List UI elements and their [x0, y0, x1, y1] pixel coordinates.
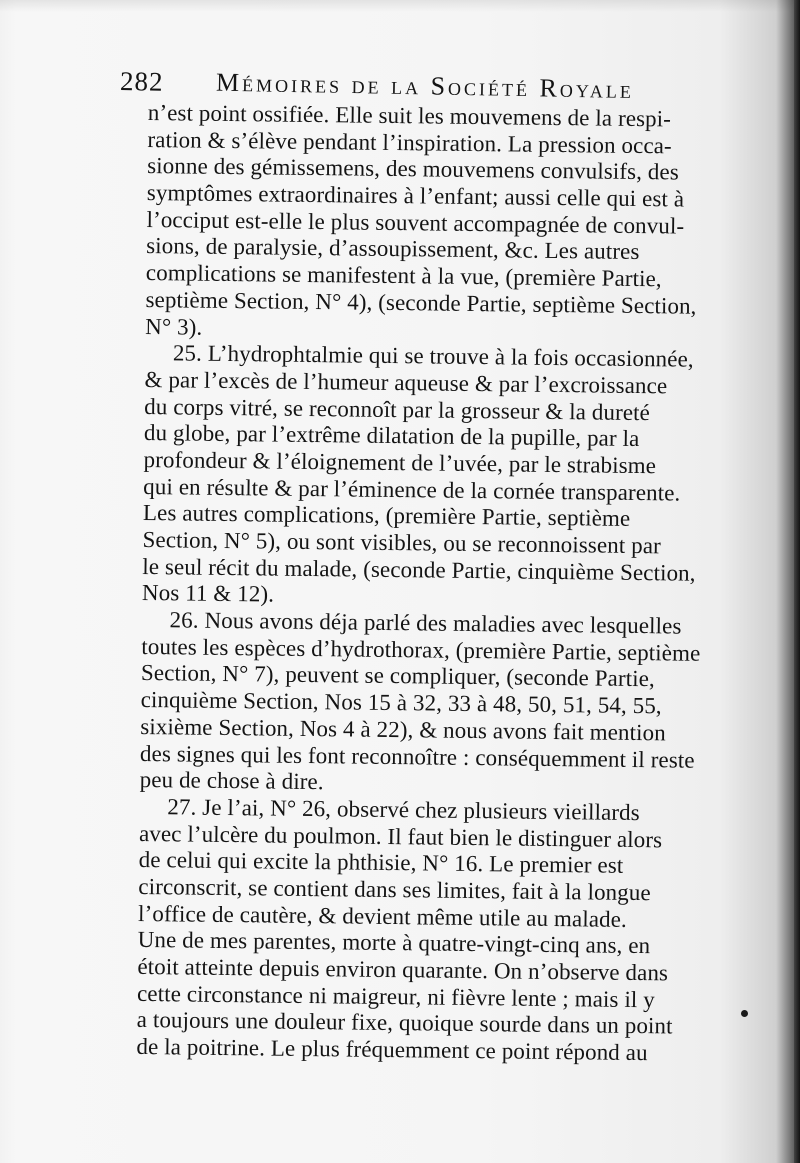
text-line: Section, N° 7), peuvent se compliquer, (seconde Partie,: [140, 660, 656, 692]
text-line: le seul récit du malade, (seconde Partie, cinquième Section,: [142, 553, 696, 586]
text-line: étoit atteinte depuis environ quarante. On n’observe dans: [137, 953, 669, 986]
text-line: avec l’ulcère du poulmon. Il faut bien le distinguer alors: [138, 820, 663, 852]
text-line: Nos 11 & 12).: [141, 580, 275, 607]
text-line: l’office de cautère, & devient même utile au malade.: [137, 900, 628, 932]
body-text: [136, 100, 733, 1068]
text-line: sionne des gémissemens, des mouvemens convulsifs, des: [147, 153, 679, 185]
text-line: cette circonstance ni maigreur, ni fièvre lente ; mais il y: [136, 980, 655, 1012]
text-line: septième Section, N° 4), (seconde Partie, septième Section,: [145, 286, 697, 319]
text-line: Une de mes parentes, morte à quatre-vingt-cinq ans, en: [137, 927, 651, 959]
text-line: des signes qui les font reconnoître : conséquemment il reste: [139, 740, 695, 773]
text-line: du corps vitré, se reconnoît par la grosseur & la dureté: [144, 393, 651, 425]
text-line: l’occiput est-elle le plus souvent accompagnée de convul-: [146, 206, 685, 239]
text-line: peu de chose à dire.: [139, 767, 324, 795]
page-top-shadow: [0, 0, 800, 12]
running-title: Mémoires de la Société Royale: [215, 67, 635, 104]
text-line: a toujours une douleur fixe, quoique sourde dans un point: [136, 1007, 673, 1039]
text-line: & par l’excès de l’humeur aqueuse & par l’excroissance: [144, 366, 668, 399]
text-line: ration & s’élève pendant l’inspiration. La pression occa-: [147, 126, 672, 159]
ink-dot: [741, 1010, 748, 1017]
page-number: 282: [119, 66, 164, 97]
text-line: du globe, par l’extrême dilatation de la pupille, par la: [143, 420, 640, 452]
paragraph-25-start: 25. L’hydrophtalmie qui se trouve à la fois occasionnée,: [172, 340, 694, 372]
text-line: circonscrit, se contient dans ses limites, fait à la longue: [138, 873, 651, 906]
text-line: profondeur & l’éloignement de l’uvée, par le strabisme: [143, 446, 657, 479]
text-line: cinquième Section, Nos 15 à 32, 33 à 48, 50, 51, 54, 55,: [140, 687, 662, 719]
text-line: sions, de paralysie, d’assoupissement, &c. Les autres: [146, 233, 640, 265]
text-line: qui en résulte & par l’éminence de la cornée transparente.: [143, 473, 681, 506]
text-line: N° 3).: [145, 313, 203, 340]
binding-edge: [794, 0, 800, 1163]
text-line: Les autres complications, (première Partie, septième: [142, 500, 631, 532]
text-line: n’est point ossifiée. Elle suit les mouvemens de la respi-: [147, 100, 672, 132]
text-line: toutes les espèces d’hydrothorax, (première Partie, septième: [141, 633, 701, 666]
text-line: symptômes extraordinaires à l’enfant; aussi celle qui est à: [146, 180, 685, 212]
text-line: sixième Section, Nos 4 à 22), & nous avons fait mention: [140, 713, 666, 746]
paragraph-26-start: 26. Nous avons déja parlé des maladies avec lesquelles: [169, 607, 682, 639]
text-line: de celui qui excite la phthisie, N° 16. Le premier est: [138, 847, 624, 879]
text-line: Section, N° 5), ou sont visibles, ou se reconnoissent par: [142, 526, 662, 559]
text-line: de la poitrine. Le plus fréquemment ce point répond au: [136, 1033, 648, 1066]
text-line: complications se manifestent à la vue, (première Partie,: [145, 260, 662, 292]
paragraph-27-start: 27. Je l’ai, N° 26, observé chez plusieurs vieillards: [167, 794, 640, 825]
